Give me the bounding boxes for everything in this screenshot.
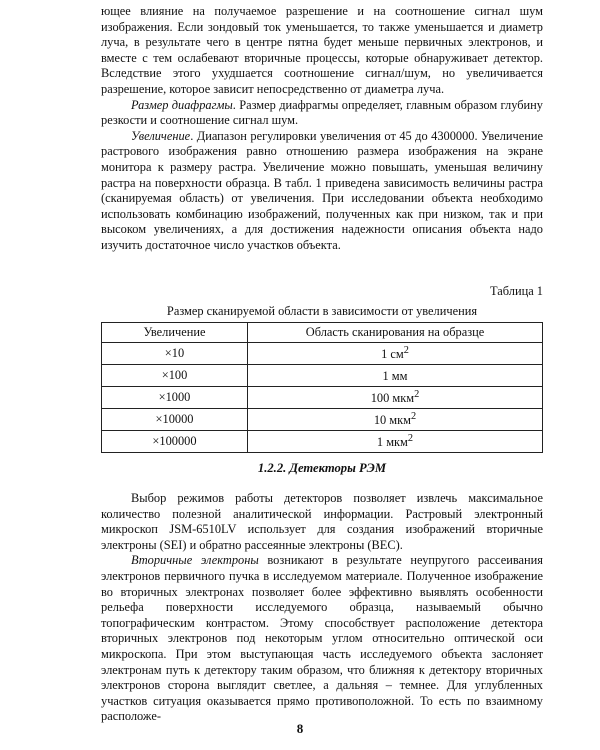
term-secondary-electrons: Вторичные электроны [131,553,259,568]
table-row [102,431,543,453]
table-row [102,343,543,365]
header-magnification: Увеличение [102,323,248,343]
cell-scan-area [248,409,543,431]
intro-text [101,4,543,254]
area-unit-exponent: 2 [414,388,420,400]
secondary-electrons-text: возникают в результате неупругого рассеивания электронов первичного пучка в исследуемом материале. Полученное изображение во вторичных электронах позволяет более эффективно выявлять особенности рельефа поверхности исследуемого образца, называемый обычно топографическим контрастом. Этому способствует расположение детектора вторичных электронов под некоторым углом относительно оптической оси микроскопа. При этом выступающая часть исследуемого объекта заслоняет электронам путь к детектору таким образом, что ближняя к детектору вторичных электронов сторона выглядит светлее, а дальняя – темнее. Для углубленных участков ситуация оказывается прямо противоположной. То есть по взаимному расположе- [101,553,543,724]
paragraph-aperture-size [101,98,543,129]
term-aperture-size: Размер диафрагмы [131,97,233,112]
area-value: 1 мм [382,369,408,384]
area-unit-exponent: 2 [411,410,417,422]
paragraph-magnification [101,129,543,254]
scan-area-table [101,322,543,453]
cell-scan-area [248,387,543,409]
area-value: 100 мкм [370,391,415,406]
cell-magnification: ×10 [102,343,248,365]
paragraph-secondary-electrons [101,553,543,725]
area-value: 1 мкм [376,435,408,450]
area-value: 1 см [381,347,404,362]
table-header-row [102,323,543,343]
table-row [102,409,543,431]
cell-scan-area [248,365,543,387]
table-number-label: Таблица 1 [490,284,543,298]
cell-magnification: ×10000 [102,409,248,431]
header-scan-area: Область сканирования на образце [248,323,543,343]
cell-scan-area [248,343,543,365]
paragraph-detector-modes: Выбор режимов работы детекторов позволяет извлечь максимальное количество полезной аналитической информации. Растровый электронный микроскоп JSM-6510LV использует для создания изображений вторичные электроны (SEI) и обратно рассеянные электроны (BEC). [101,491,543,552]
cell-magnification: ×100000 [102,431,248,453]
detectors-text [101,491,543,725]
table-row [102,387,543,409]
area-unit-exponent: 2 [407,432,414,444]
page-number: 8 [296,721,304,736]
paragraph-current-resolution: ющее влияние на получаемое разрешение и на соотношение сигнал шум изображения. Если зондовый ток уменьшается, то также уменьшается и диаметр луча, в результате чего в центре пятна будет меньше первичных электронов, и вместе с тем ослабевают вторичные процессы, которые обнаруживает детектор. Вследствие этого ухудшается соотношение сигнал/шум, но увеличивается разрешение, которое зависит непосредственно от диаметра луча. [101,4,543,96]
cell-scan-area [248,431,543,453]
table-row [102,365,543,387]
area-value: 10 мкм [373,413,412,428]
magnification-text: . Диапазон регулировки увеличения от 45 до 4300000. Увеличение растрового изображения равно отношению размера изображения на экране монитора к размеру растра. Увеличение можно повышать, уменьшая величину растра на поверхности образца. В табл. 1 приведена зависимость величины растра (сканируемая область) от увеличения. При исследовании объекта необходимо использовать комбинацию изображений, полученных как при низком, так и при высоком увеличениях, а для достижения надежности описания объекта надо изучить достаточное число участков объекта. [101,128,543,252]
section-heading-sem-detectors: 1.2.2. Детекторы РЭМ [257,461,387,475]
cell-magnification: ×1000 [102,387,248,409]
cell-magnification: ×100 [102,365,248,387]
term-magnification: Увеличение [131,128,191,143]
table-caption: Размер сканируемой области в зависимости от увеличения [166,304,478,318]
aperture-size-text: . Размер диафрагмы определяет, главным образом глубину резкости и соотношение сигнал шум. [101,97,543,128]
area-unit-exponent: 2 [403,344,409,356]
